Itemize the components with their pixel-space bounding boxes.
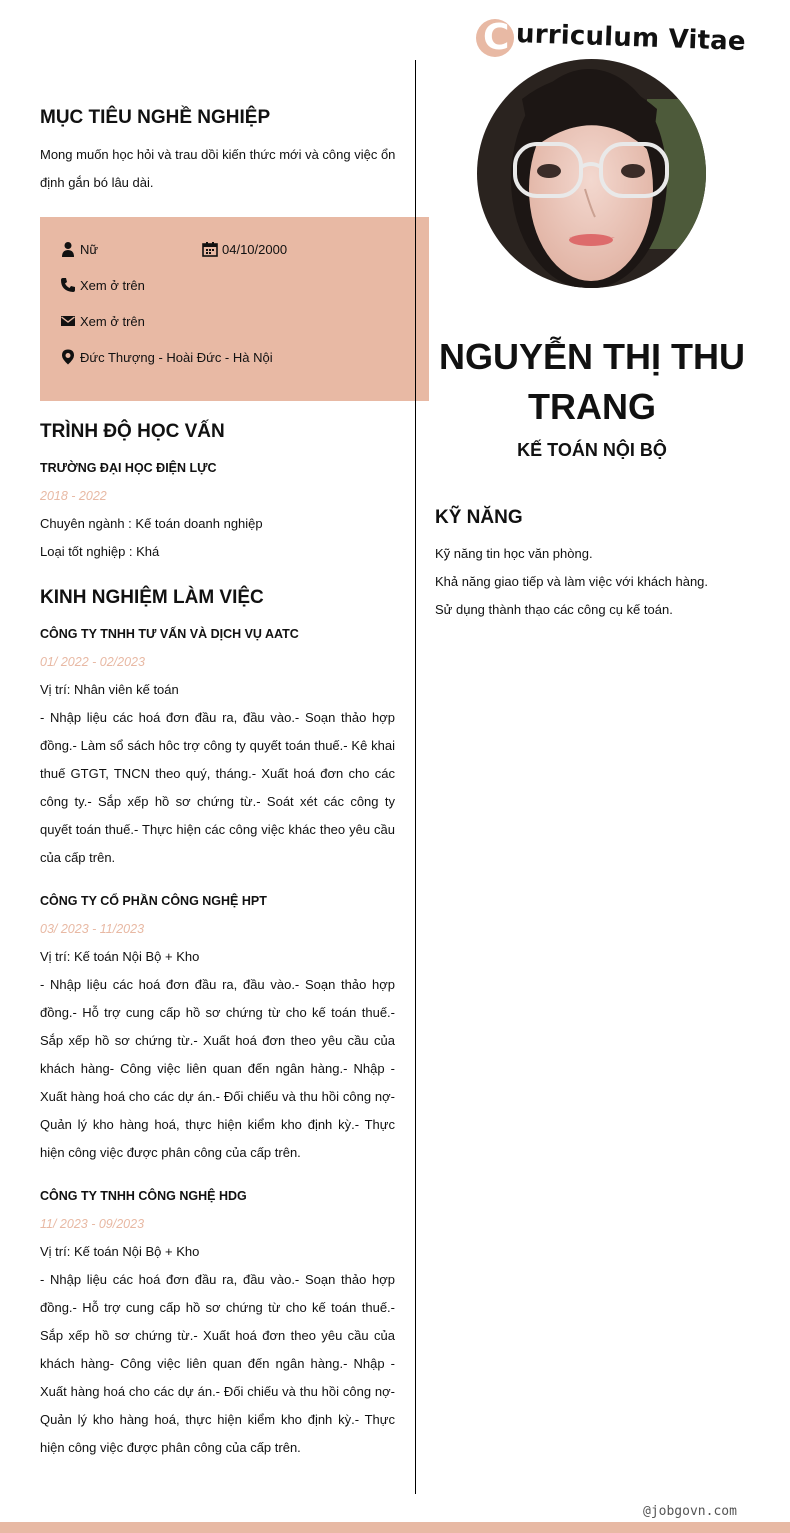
bottom-accent-bar: [0, 1522, 790, 1533]
job-description: - Nhập liệu các hoá đơn đầu ra, đầu vào.- Soạn thảo hợp đồng.- Làm sổ sách hôc trợ công ty quyết toán thuế.- Kê khai thuế GTGT, TNCN theo quý, tháng.- Xuất hoá đơn cho các công ty.- Sắp xếp hồ sơ chứng từ.- Soát xét các công ty quyết toán thuế.- Thực hiện các công việc khác theo yêu cầu của cấp trên.: [40, 710, 395, 865]
personal-info-box: [40, 217, 429, 401]
birthday-value: 04/10/2000: [222, 241, 288, 257]
logo-initial: C: [483, 17, 510, 58]
logo-badge: [476, 19, 514, 57]
job-title: KẾ TOÁN NỘI BỘ: [517, 440, 667, 460]
gender-value: Nữ: [80, 241, 99, 257]
job-period: 03/ 2023 - 11/2023: [40, 922, 145, 936]
education-period: 2018 - 2022: [40, 489, 107, 503]
experience-heading: KINH NGHIỆM LÀM VIỆC: [40, 587, 264, 608]
education-grade: Loại tốt nghiệp : Khá: [40, 544, 160, 559]
job-description: - Nhập liệu các hoá đơn đầu ra, đầu vào.- Soạn thảo hợp đồng.- Hỗ trợ cung cấp hồ sơ chứng từ cho kế toán thuế.- Sắp xếp hồ sơ chứng từ.- Xuất hoá đơn theo yêu cầu của khách hàng- Công việc liên quan đến ngân hàng.- Nhập - Xuất hàng hoá cho các dự án.- Đối chiếu và thu hồi công nợ- Quản lý kho hàng hoá, thực hiện kiểm kho định kỳ.- Thực hiện công việc được phân công của cấp trên.: [40, 1272, 395, 1455]
job-description: - Nhập liệu các hoá đơn đầu ra, đầu vào.- Soạn thảo hợp đồng.- Hỗ trợ cung cấp hồ sơ chứng từ cho kế toán thuế.- Sắp xếp hồ sơ chứng từ.- Xuất hoá đơn theo yêu cầu của khách hàng- Công việc liên quan đến ngân hàng.- Nhập - Xuất hàng hoá cho các dự án.- Đối chiếu và thu hồi công nợ- Quản lý kho hàng hoá, thực hiện kiểm kho định kỳ.- Thực hiện công việc được phân công của cấp trên.: [40, 977, 395, 1160]
watermark: @jobgovn.com: [643, 1504, 737, 1519]
gender-row: [60, 239, 98, 259]
calendar-icon: [202, 241, 218, 257]
phone-row: [60, 275, 145, 295]
birthday-row: [202, 239, 287, 259]
objective-heading: MỤC TIÊU NGHỀ NGHIỆP: [40, 107, 271, 128]
full-name: NGUYỄN THỊ THU TRANG: [439, 336, 745, 427]
skill-item: Sử dụng thành thạo các công cụ kế toán.: [435, 602, 673, 617]
envelope-icon: [60, 313, 76, 329]
skill-item: Kỹ năng tin học văn phòng.: [435, 546, 593, 561]
school-name: TRƯỜNG ĐẠI HỌC ĐIỆN LỰC: [40, 461, 217, 475]
email-row: [60, 311, 145, 331]
education-heading: TRÌNH ĐỘ HỌC VẤN: [40, 421, 225, 442]
address-value: Đức Thượng - Hoài Đức - Hà Nội: [80, 349, 273, 365]
cv-logo: [476, 18, 746, 58]
person-icon: [60, 241, 76, 257]
profile-photo: [477, 59, 706, 288]
skill-item: Khả năng giao tiếp và làm việc với khách hàng.: [435, 574, 709, 589]
job-period: 11/ 2023 - 09/2023: [40, 1217, 145, 1231]
job-position: Vị trí: Kế toán Nội Bộ + Kho: [40, 1244, 200, 1259]
objective-text: Mong muốn học hỏi và trau dồi kiến thức mới và công việc ổn định gắn bó lâu dài.: [40, 147, 396, 190]
job-period: 01/ 2022 - 02/2023: [40, 655, 145, 669]
job-position: Vị trí: Nhân viên kế toán: [40, 682, 179, 697]
address-row: [60, 347, 273, 367]
phone-value: Xem ở trên: [80, 277, 145, 293]
job-company: CÔNG TY TNHH CÔNG NGHỆ HDG: [40, 1189, 247, 1203]
skills-heading: KỸ NĂNG: [435, 507, 523, 528]
job-position: Vị trí: Kế toán Nội Bộ + Kho: [40, 949, 200, 964]
map-pin-icon: [60, 349, 76, 365]
job-company: CÔNG TY TNHH TƯ VẤN VÀ DỊCH VỤ AATC: [40, 627, 299, 641]
phone-icon: [60, 277, 76, 293]
portrait-illustration: [477, 59, 706, 288]
column-divider: [415, 60, 416, 1494]
email-value: Xem ở trên: [80, 313, 145, 329]
education-major: Chuyên ngành : Kế toán doanh nghiệp: [40, 516, 263, 531]
job-company: CÔNG TY CỔ PHẦN CÔNG NGHỆ HPT: [40, 894, 267, 908]
logo-text: urriculum Vitae: [515, 19, 747, 57]
skills-list: [435, 540, 765, 624]
